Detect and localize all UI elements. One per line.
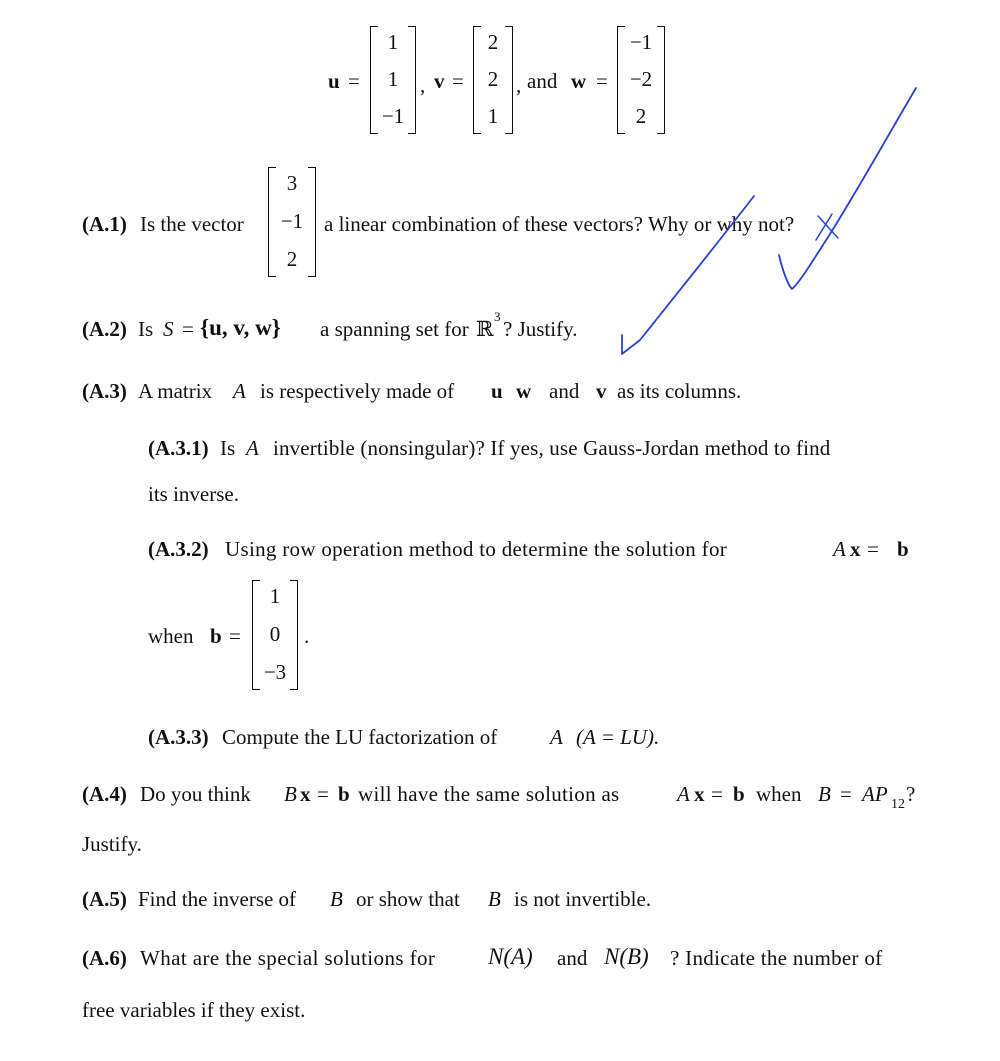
matrix-symbol: A [246, 436, 259, 460]
vector-u: u [491, 379, 503, 403]
vector-b: b [210, 624, 222, 648]
and-word: and [527, 69, 558, 93]
equals: = [182, 317, 194, 341]
v-entry: 1 [487, 104, 499, 128]
matrix-symbol: A [550, 725, 563, 749]
u-entry: −1 [381, 104, 405, 128]
question-text: Justify. [82, 832, 142, 856]
vector-v: v [596, 379, 607, 403]
matrix-symbol: A [233, 379, 246, 403]
question-text: is not invertible. [514, 887, 652, 911]
equals: = [840, 782, 852, 806]
question-text: a linear combination of these vectors? Why or why not? [324, 212, 795, 236]
question-number: (A.1) [82, 212, 127, 236]
subscript: 12 [891, 797, 905, 812]
question-text: ? Justify. [503, 317, 578, 341]
question-text: its inverse. [148, 482, 239, 506]
question-text: free variables if they exist. [82, 998, 306, 1022]
matrix-symbol: B [284, 782, 297, 806]
question-text: will have the same solution as [358, 782, 620, 806]
null-space-b: N(B) [604, 944, 649, 969]
separator: , [420, 73, 426, 97]
question-text: A matrix [138, 379, 213, 403]
question-text: Compute the LU factorization of [222, 725, 498, 749]
set-symbol: S [163, 317, 174, 341]
question-text: Find the inverse of [138, 887, 297, 911]
question-text: is respectively made of [260, 379, 455, 403]
w-label: w [571, 69, 587, 93]
equals: = [317, 782, 329, 806]
u-entry: 1 [387, 30, 399, 54]
u-label: u [328, 69, 340, 93]
u-equals: = [348, 69, 360, 93]
question-text: Is the vector [140, 212, 244, 236]
v-label: v [434, 69, 445, 93]
question-text: Do you think [140, 782, 251, 806]
question-number: (A.3.1) [148, 436, 209, 460]
b-entry: 1 [269, 584, 281, 608]
checkmark-icon [779, 88, 916, 289]
a1-entry: 3 [286, 171, 298, 195]
u-entry: 1 [387, 67, 399, 91]
question-number: (A.4) [82, 782, 127, 806]
real-numbers-symbol: ℝ [476, 317, 494, 341]
question-text: and [557, 946, 588, 970]
matrix-symbol: B [488, 887, 501, 911]
matrix-symbol: A [677, 782, 690, 806]
vector-b: b [897, 537, 909, 561]
question-text: or show that [356, 887, 460, 911]
equals: = [229, 624, 241, 648]
vector-x: x [300, 782, 311, 806]
null-space-a: N(A) [488, 944, 533, 969]
vector-b: b [338, 782, 350, 806]
set-members: {u, v, w} [200, 315, 281, 340]
w-entry: −1 [629, 30, 653, 54]
question-text: Is [220, 436, 236, 460]
b-entry: −3 [263, 660, 287, 684]
question-number: (A.3.2) [148, 537, 209, 561]
a1-entry: 2 [286, 247, 298, 271]
a1-entry: −1 [280, 209, 304, 233]
question-text: What are the special solutions for [140, 946, 436, 970]
lu-equation: (A = LU). [576, 725, 660, 749]
question-number: (A.5) [82, 887, 127, 911]
matrix-symbol: A [833, 537, 846, 561]
exponent: 3 [494, 309, 501, 324]
question-number: (A.2) [82, 317, 127, 341]
question-text: as its columns. [617, 379, 742, 403]
v-entry: 2 [487, 67, 499, 91]
matrix-symbol: B [818, 782, 831, 806]
separator: , [516, 73, 522, 97]
question-text: ? Indicate the number of [670, 946, 883, 970]
question-text: Is [138, 317, 154, 341]
question-mark: ? [906, 782, 916, 806]
v-entry: 2 [487, 30, 499, 54]
question-number: (A.6) [82, 946, 127, 970]
v-equals: = [452, 69, 464, 93]
equals: = [711, 782, 723, 806]
question-number: (A.3) [82, 379, 127, 403]
equals: = [867, 537, 879, 561]
b-entry: 0 [269, 622, 281, 646]
question-text: Using row operation method to determine the solution for [225, 537, 728, 561]
question-number: (A.3.3) [148, 725, 209, 749]
w-equals: = [596, 69, 608, 93]
vector-x: x [694, 782, 705, 806]
matrix-symbol: B [330, 887, 343, 911]
vector-x: x [850, 537, 861, 561]
question-text: when [148, 624, 194, 648]
permutation-product: AP [862, 782, 888, 806]
question-text: and [549, 379, 580, 403]
checkmark-icon [622, 196, 754, 354]
question-text: a spanning set for [320, 317, 469, 341]
question-text: when [756, 782, 802, 806]
vector-b: b [733, 782, 745, 806]
w-entry: −2 [629, 67, 653, 91]
vector-w: w [516, 379, 532, 403]
w-entry: 2 [635, 104, 647, 128]
period: . [304, 624, 310, 648]
question-text: invertible (nonsingular)? If yes, use Gauss-Jordan method to find [273, 436, 831, 460]
